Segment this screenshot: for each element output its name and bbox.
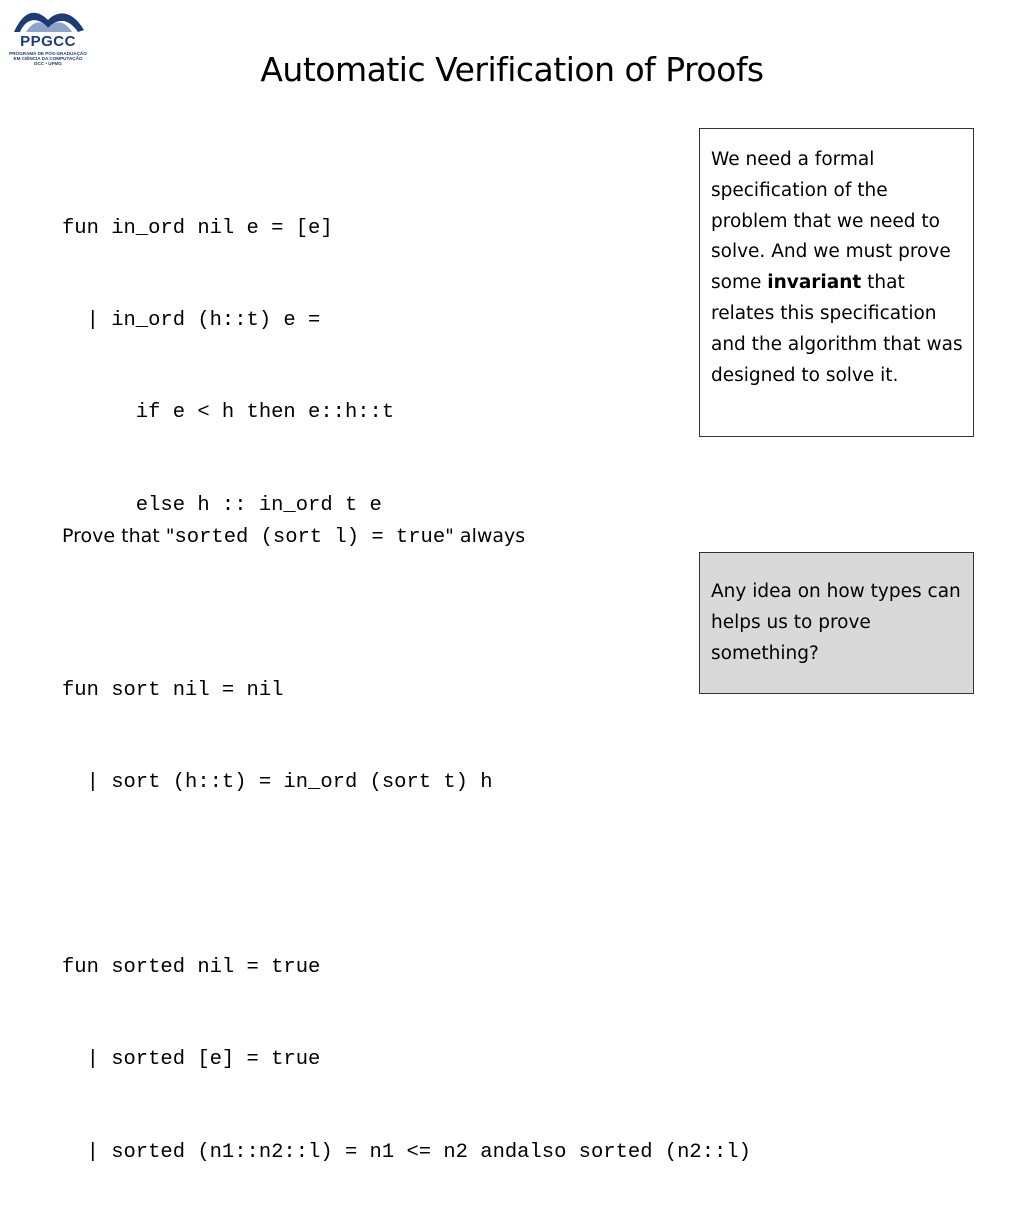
- types-question-text: Any idea on how types can helps us to prove something?: [711, 581, 961, 664]
- prove-suffix: " always: [445, 525, 526, 547]
- code-block: [62, 152, 751, 1230]
- note-bold-term: invariant: [767, 272, 862, 294]
- prove-code: sorted (sort l) = true: [174, 526, 446, 549]
- slide-title: Automatic Verification of Proofs: [260, 50, 764, 89]
- prove-statement: [62, 522, 525, 552]
- code-line: | sort (h::t) = in_ord (sort t) h: [62, 770, 493, 794]
- code-line: if e < h then e::h::t: [62, 401, 395, 425]
- code-line: else h :: in_ord t e: [62, 493, 382, 517]
- code-line: | in_ord (h::t) e =: [62, 308, 321, 332]
- prove-prefix: Prove that ": [62, 525, 175, 547]
- specification-note-text: [711, 145, 963, 391]
- code-line: | sorted (n1::n2::l) = n1 <= n2 andalso sorted (n2::l): [62, 1140, 751, 1164]
- note-text-before-bold: We need a formal specification of the problem that we need to solve. And we must prove some: [711, 149, 951, 294]
- logo-emblem-icon: [6, 6, 90, 36]
- logo-subtitle-line: PROGRAMA DE PÓS-GRADUAÇÃO: [9, 51, 87, 56]
- code-line: fun in_ord nil e = [e]: [62, 216, 333, 240]
- specification-note-box: [699, 128, 974, 437]
- types-question-box: [699, 552, 974, 694]
- code-line: fun sort nil = nil: [62, 678, 284, 702]
- logo-subtitle-line: DCC • UFMG: [34, 61, 62, 66]
- note-text-after-bold: that relates this specification and the algorithm that was designed to solve it.: [711, 272, 963, 386]
- logo-name: PPGCC: [20, 33, 76, 50]
- code-line: fun sorted nil = true: [62, 955, 321, 979]
- logo-subtitle-line: EM CIÊNCIA DA COMPUTAÇÃO: [13, 56, 83, 61]
- code-line: [62, 860, 751, 891]
- code-line: [62, 583, 751, 614]
- code-line: | sorted [e] = true: [62, 1048, 321, 1072]
